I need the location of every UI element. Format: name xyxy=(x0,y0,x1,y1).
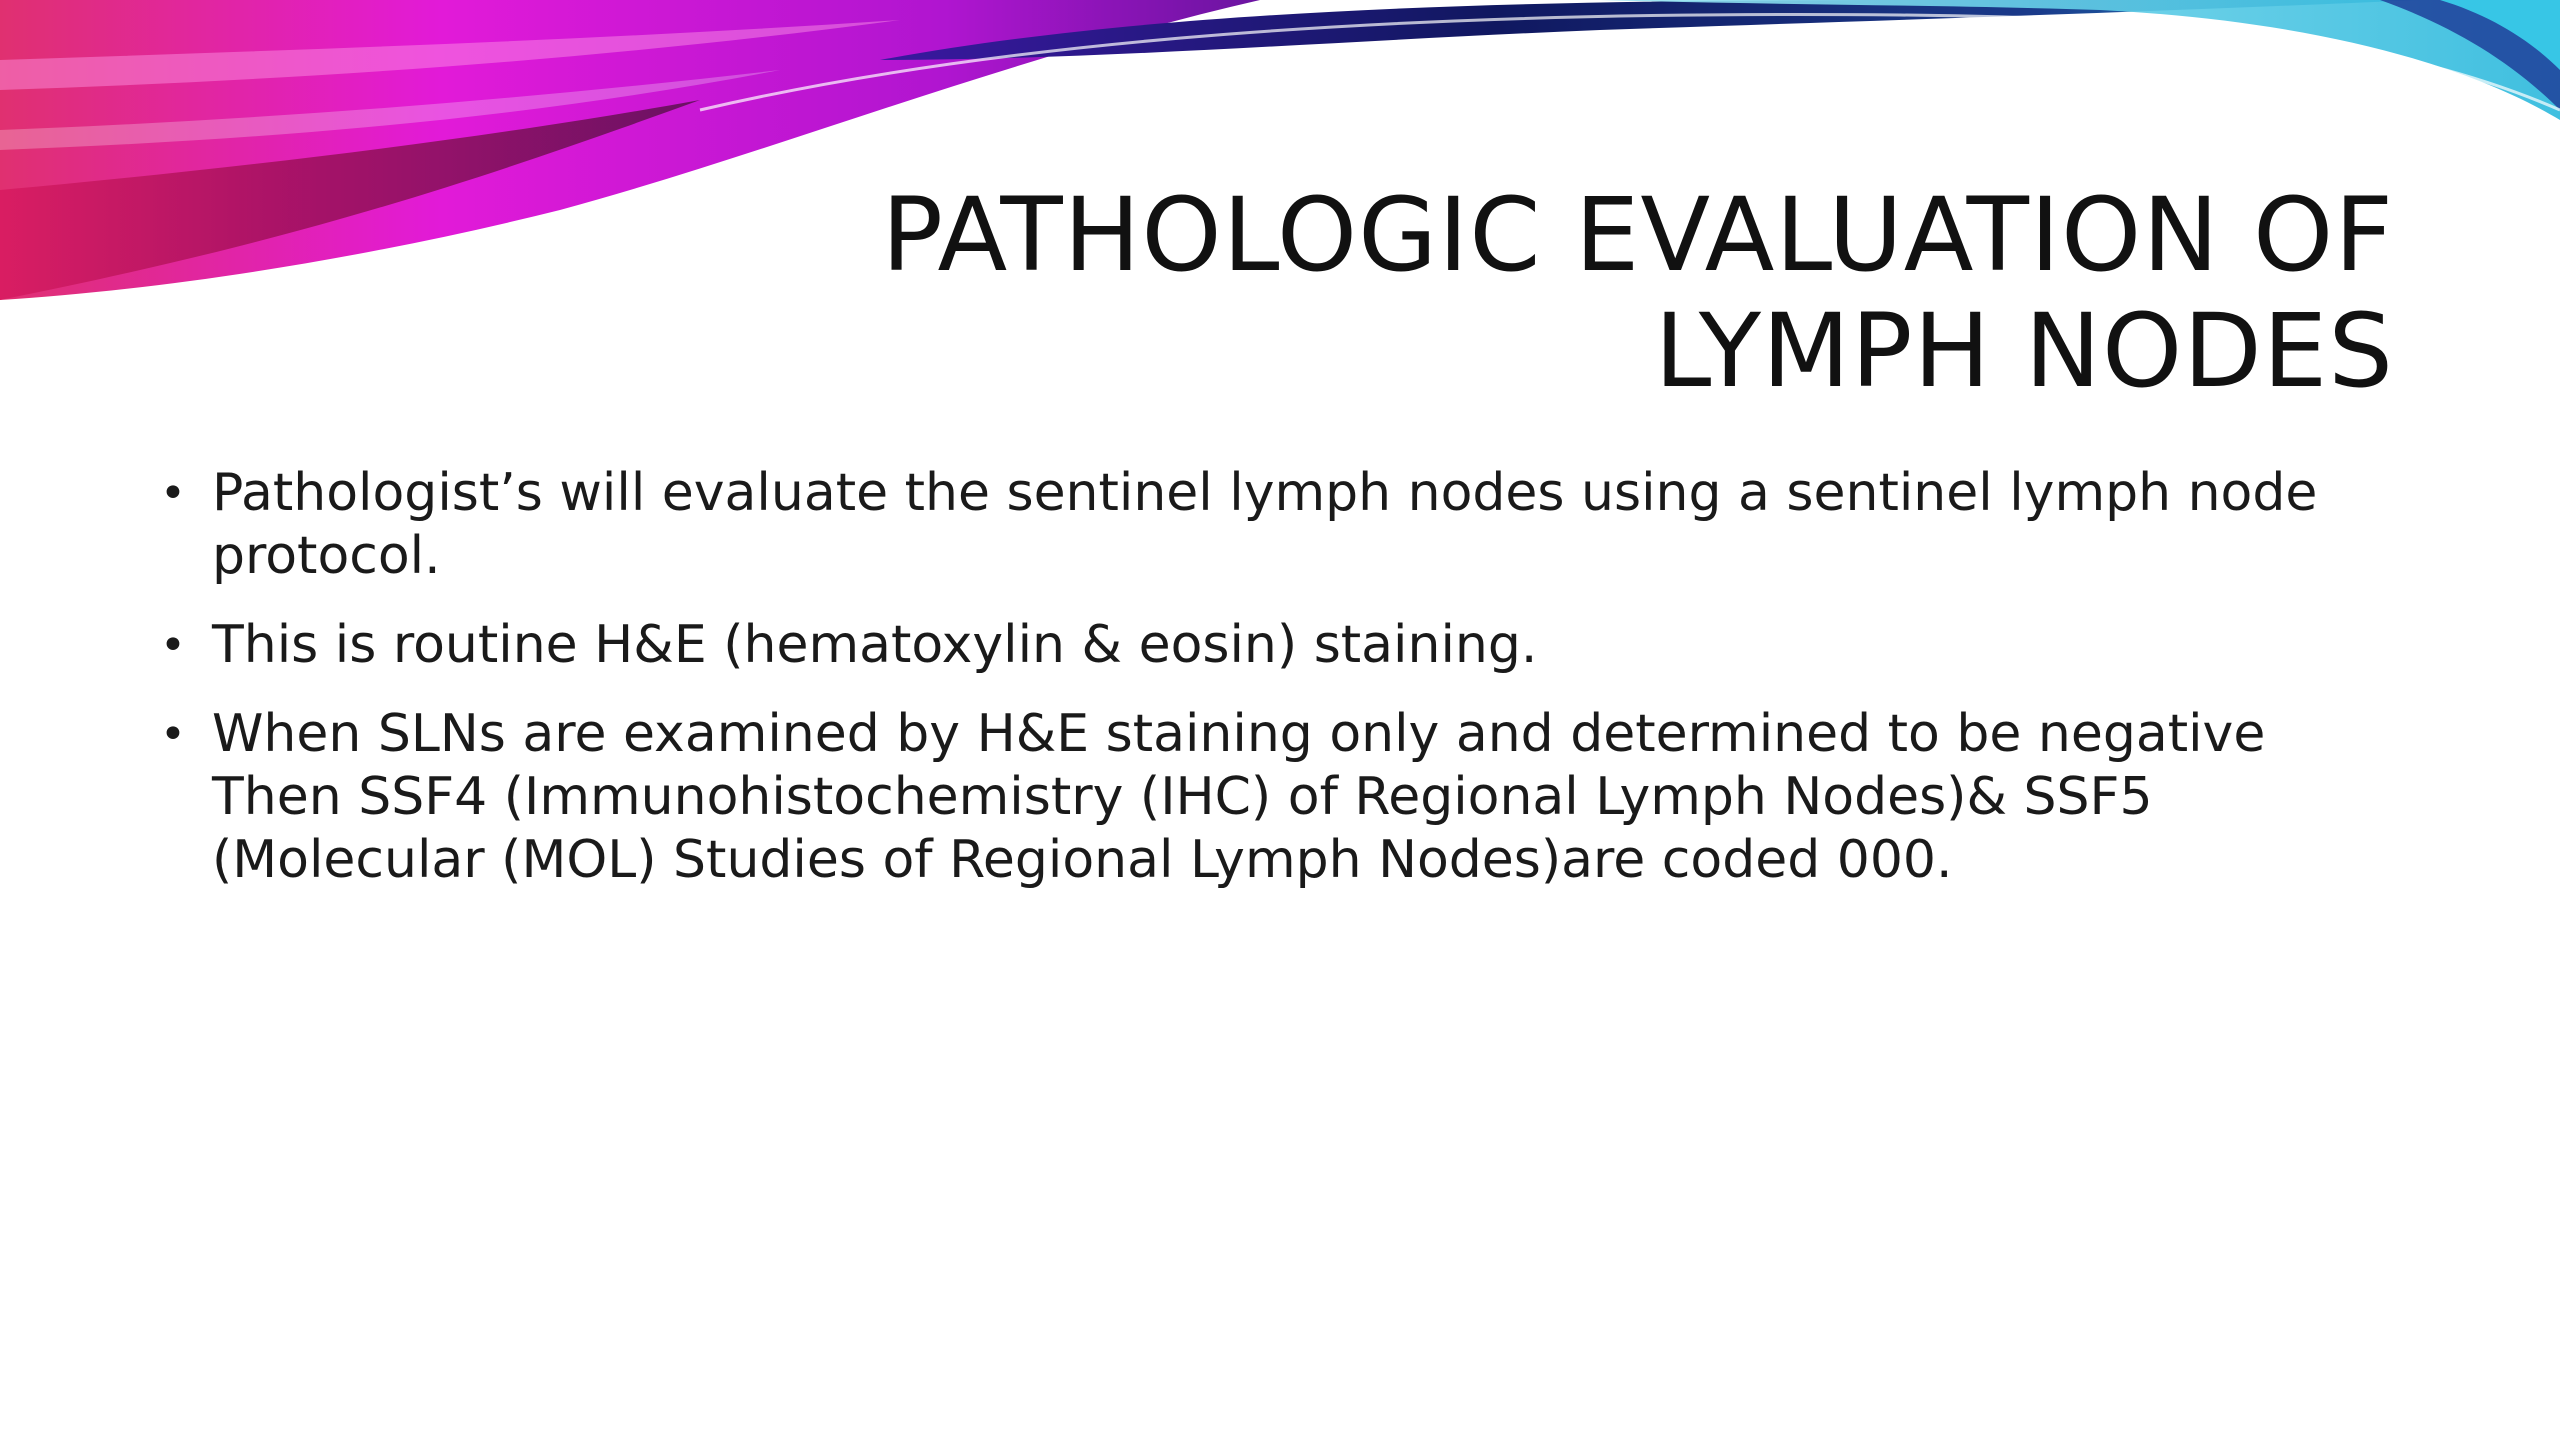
slide-title-line-1: PATHOLOGIC EVALUATION OF xyxy=(881,176,2394,295)
bullet-item xyxy=(160,614,2400,677)
bullet-item xyxy=(160,703,2400,892)
bullet-dot-icon: • xyxy=(160,709,186,760)
bullet-item xyxy=(160,462,2400,588)
bullet-dot-icon: • xyxy=(160,620,186,671)
bullet-text: When SLNs are examined by H&E staining only and determined to be negative Then SSF4 (Immunohistochemistry (IHC) of Regional Lymph Nodes)& SSF5 (Molecular (MOL) Studies of Regional Lymph Nodes)are coded 000. xyxy=(212,704,2266,890)
slide-title-line-2: LYMPH NODES xyxy=(1654,292,2394,411)
bullet-text: Pathologist’s will evaluate the sentinel lymph nodes using a sentinel lymph node protocol. xyxy=(212,463,2318,586)
bullet-text: This is routine H&E (hematoxylin & eosin) staining. xyxy=(212,615,1538,675)
bullet-dot-icon: • xyxy=(160,468,186,519)
bullet-list xyxy=(160,462,2400,918)
slide-title xyxy=(494,178,2394,410)
